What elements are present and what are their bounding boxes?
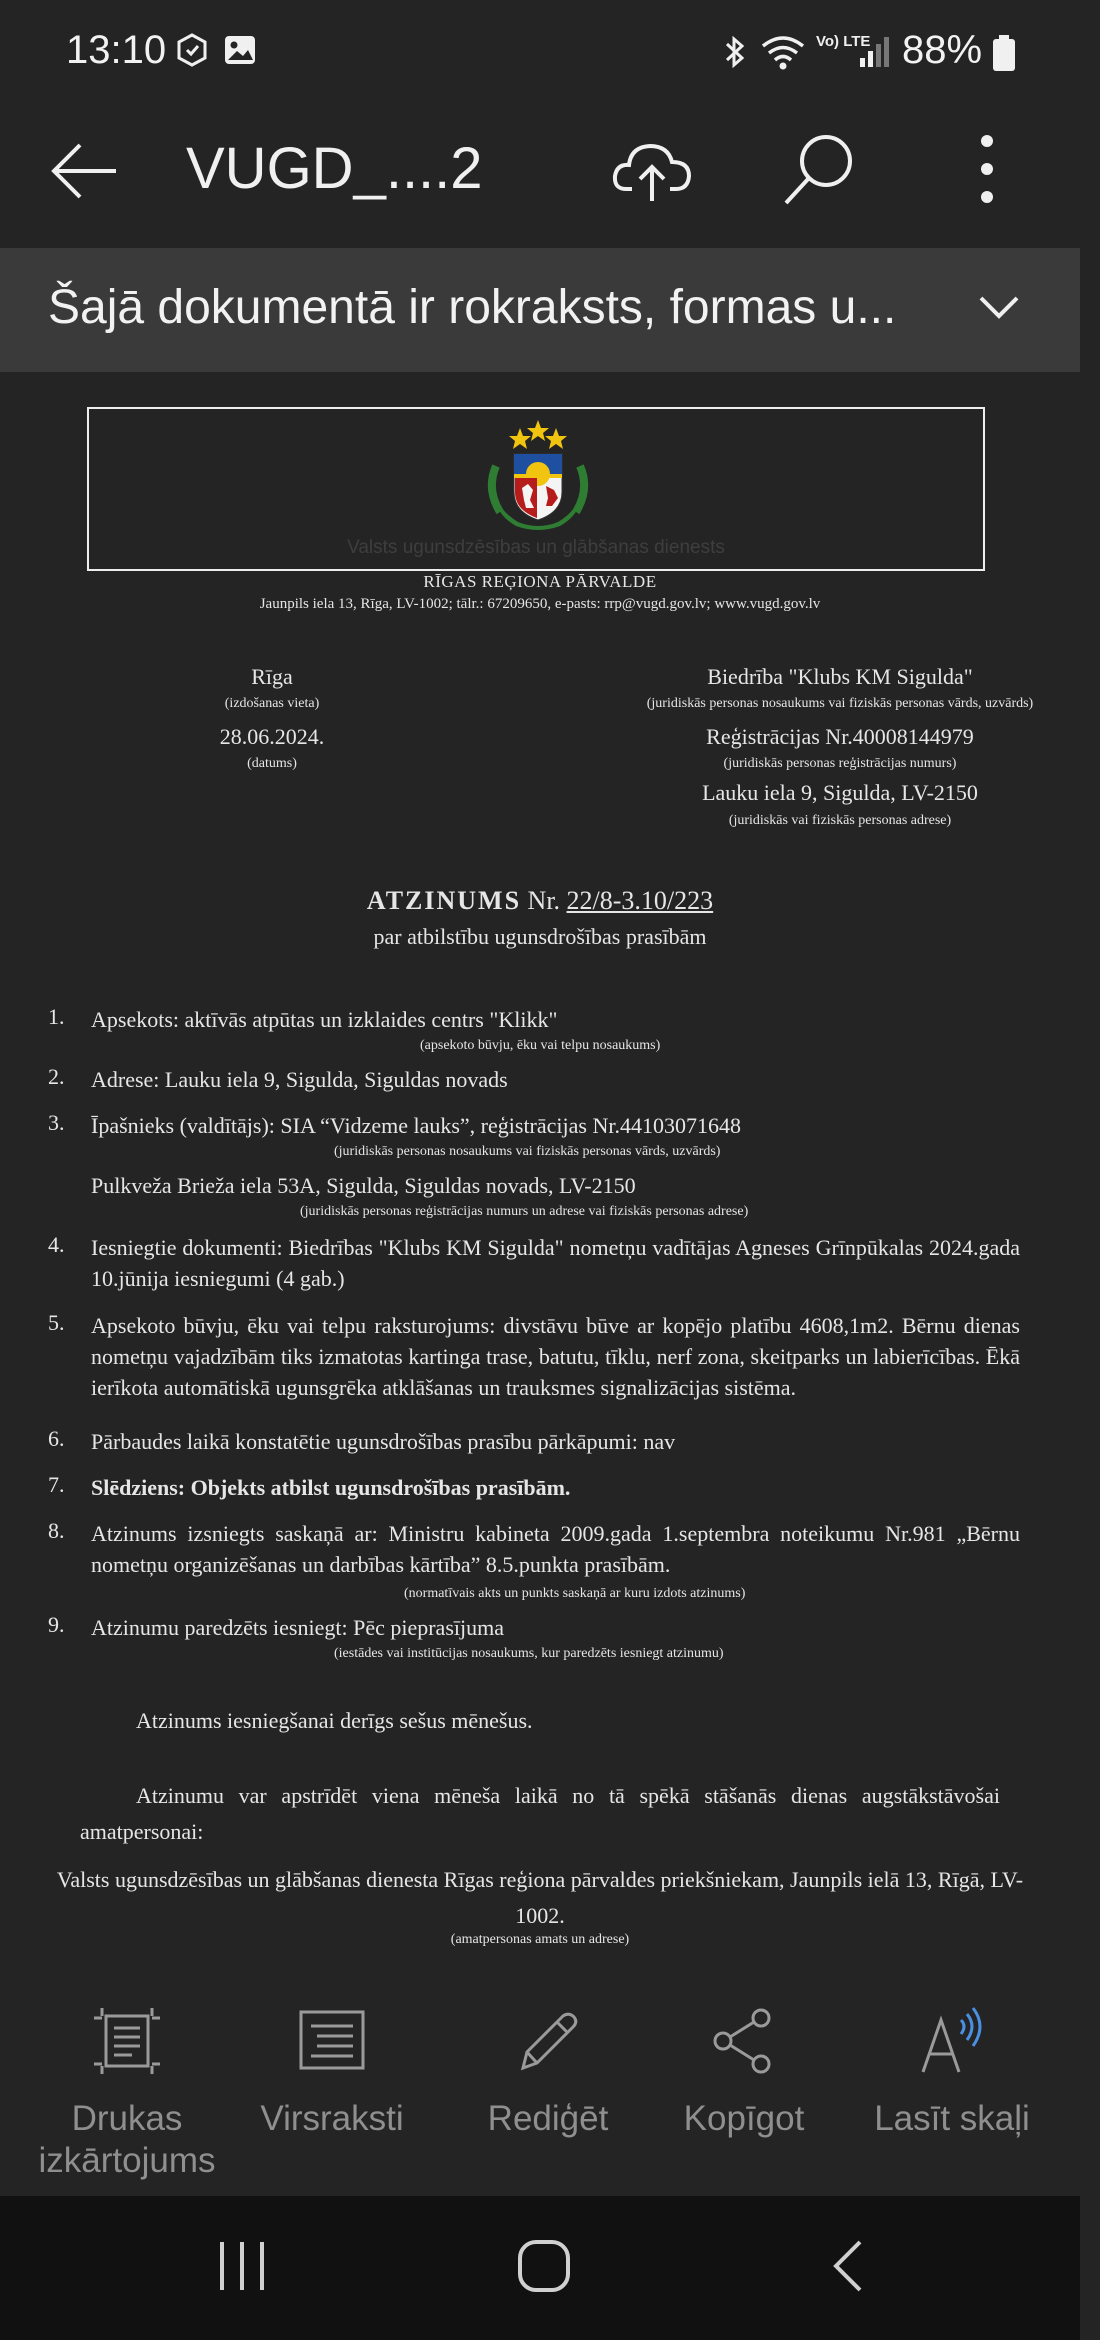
item-number: 1. [48, 1004, 65, 1029]
share-label: Kopīgot [683, 2099, 805, 2138]
coat-of-arms-icon [478, 414, 598, 537]
issue-place-caption: (izdošanas vieta) [224, 696, 320, 711]
appeal-recipient-caption: (amatpersonas amats un adrese) [450, 1932, 630, 1947]
battery-icon [992, 34, 1016, 77]
document-title: VUGD_....2 [186, 136, 483, 201]
item-caption: (apsekoto būvju, ēku vai telpu nosaukums) [420, 1038, 661, 1053]
item-text-conclusion: Slēdziens: Objekts atbilst ugunsdrošības prasībām. [91, 1475, 571, 1500]
wifi-icon [760, 34, 806, 75]
search-icon[interactable] [780, 129, 860, 214]
recipient-name: Biedrība "Klubs KM Sigulda" [707, 664, 973, 689]
item-number: 3. [48, 1110, 65, 1135]
agency-watermark-text: Valsts ugunsdzēsības un glābšanas dienests [347, 537, 725, 558]
item-text: Iesniegtie dokumenti: Biedrības "Klubs KM Sigulda" nometņu vadītājas Agneses Grīnpūkalas 2024.gada 10.jūnija iesniegumi (4 gab.) [91, 1235, 1020, 1291]
title-number: 22/8-3.10/223 [566, 886, 714, 915]
recipient-reg-caption: (juridiskās personas reģistrācijas numurs) [723, 756, 957, 771]
letterhead-box [87, 407, 985, 571]
item-number: 6. [48, 1426, 65, 1451]
edit-label: Rediģēt [487, 2099, 609, 2138]
document-subtitle: par atbilstību ugunsdrošības prasībām [373, 924, 707, 949]
cloud-upload-icon[interactable] [612, 131, 692, 212]
app-bar [0, 105, 1080, 248]
item-caption-secondary: (juridiskās personas reģistrācijas numurs un adrese vai fiziskās personas adrese) [300, 1204, 749, 1219]
handwriting-notice-banner[interactable] [0, 248, 1080, 372]
item-caption: (juridiskās personas nosaukums vai fiziskās personas vārds, uzvārds) [334, 1144, 721, 1159]
item-text: Īpašnieks (valdītājs): SIA “Vidzeme lauks”, reģistrācijas Nr.44103071648 [91, 1113, 741, 1138]
item-number: 4. [48, 1232, 65, 1257]
issue-date-caption: (datums) [247, 756, 297, 771]
gallery-notification-icon [222, 32, 258, 73]
bottom-toolbar [0, 1950, 1080, 2196]
item-caption: (normatīvais akts un punkts saskaņā ar kuru izdots atzinums) [404, 1586, 746, 1601]
recipient-reg-number: Reģistrācijas Nr.40008144979 [706, 724, 974, 749]
pencil-icon [513, 2006, 583, 2081]
back-nav-icon[interactable] [828, 2238, 868, 2299]
share-button[interactable] [636, 1950, 852, 2196]
more-options-icon[interactable] [972, 131, 1002, 212]
issue-place: Rīga [251, 664, 293, 689]
item-text: Apsekots: aktīvās atpūtas un izklaides centrs "Klikk" [91, 1007, 558, 1032]
title-bold: ATZINUMS [366, 886, 522, 915]
back-arrow-icon[interactable] [46, 133, 122, 214]
recent-apps-icon[interactable] [216, 2238, 268, 2299]
print-layout-button[interactable] [19, 1950, 235, 2196]
notification-app-icon [174, 32, 210, 73]
edit-button[interactable] [440, 1950, 656, 2196]
headings-label: Virsraksti [260, 2099, 404, 2138]
appeal-recipient: Valsts ugunsdzēsības un glābšanas dienesta Rīgas reģiona pārvaldes priekšniekam, Jaunpils ielā 13, Rīgā, LV-1002. [56, 1867, 1024, 1928]
bluetooth-icon [720, 34, 750, 75]
recipient-address-caption: (juridiskās vai fiziskās personas adrese) [728, 813, 952, 828]
item-text: Atzinums izsniegts saskaņā ar: Ministru kabineta 2009.gada 1.septembra noteikumu Nr.981 „Bērnu nometņu organizēšanas un darbības kārtība” 8.5.punkta prasībām. [91, 1521, 1020, 1577]
read-aloud-icon [917, 2006, 987, 2081]
item-text: Adrese: Lauku iela 9, Sigulda, Siguldas novads [91, 1067, 508, 1092]
contact-line: Jaunpils iela 13, Rīga, LV-1002; tālr.: 67209650, e-pasts: rrp@vugd.gov.lv; www.vugd.gov.lv [259, 596, 821, 612]
issue-date: 28.06.2024. [219, 724, 325, 749]
item-text-secondary: Pulkveža Brieža iela 53A, Sigulda, Siguldas novads, LV-2150 [91, 1173, 636, 1198]
print-layout-label: Drukas izkārtojums [38, 2099, 216, 2180]
title-nr: Nr. [527, 886, 561, 915]
share-icon [709, 2006, 779, 2081]
item-number: 7. [48, 1472, 65, 1497]
chevron-down-icon[interactable] [976, 292, 1022, 327]
print-layout-icon [92, 2006, 162, 2081]
headings-icon [297, 2006, 367, 2081]
item-text: Atzinumu paredzēts iesniegt: Pēc pieprasījuma [91, 1615, 504, 1640]
signal-icon [858, 36, 892, 73]
document-page[interactable] [0, 372, 1080, 1950]
volte-icon: Vo) LTE [816, 33, 871, 50]
read-aloud-button[interactable] [844, 1950, 1060, 2196]
read-aloud-label: Lasīt skaļi [874, 2099, 1030, 2138]
home-icon[interactable] [516, 2238, 572, 2299]
item-number: 8. [48, 1518, 65, 1543]
validity-text: Atzinums iesniegšanai derīgs sešus mēnešus. [136, 1708, 533, 1733]
item-number: 2. [48, 1064, 65, 1089]
item-number: 9. [48, 1612, 65, 1637]
status-bar [0, 0, 1080, 105]
status-time: 13:10 [66, 28, 167, 72]
banner-text: Šajā dokumentā ir rokraksts, formas u... [48, 281, 897, 334]
appeal-text: Atzinumu var apstrīdēt viena mēneša laikā no tā spēkā stāšanās dienas augstākstāvošai amatpersonai: [80, 1783, 1000, 1844]
battery-percent: 88% [902, 28, 983, 72]
item-text: Pārbaudes laikā konstatētie ugunsdrošības prasību pārkāpumi: nav [91, 1429, 676, 1454]
system-navigation-bar [0, 2196, 1080, 2340]
headings-button[interactable] [224, 1950, 440, 2196]
region-name: RĪGAS REĢIONA PĀRVALDE [423, 572, 657, 591]
recipient-address: Lauku iela 9, Sigulda, LV-2150 [702, 780, 978, 805]
document-title-line [0, 886, 1080, 916]
item-text: Apsekoto būvju, ēku vai telpu raksturojums: divstāvu būve ar kopējo platību 4608,1m2. Bērnu dienas nometņu vajadzībām tiks izmatotas kartinga trase, batutu, tīklu, nerf zona, skeitparks un labierīcības. Ēkā ierīkota automātiskā ugunsgrēka atklāšanas un trauksmes signalizācijas sistēma. [91, 1313, 1020, 1400]
item-number: 5. [48, 1310, 65, 1335]
recipient-name-caption: (juridiskās personas nosaukums vai fiziskās personas vārds, uzvārds) [646, 696, 1034, 711]
item-caption: (iestādes vai institūcijas nosaukums, kur paredzēts iesniegt atzinumu) [334, 1646, 724, 1661]
